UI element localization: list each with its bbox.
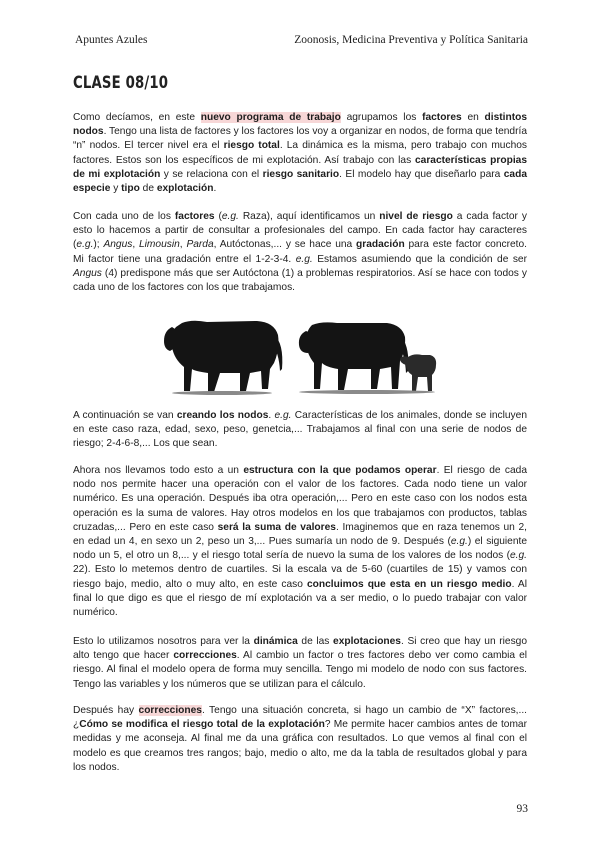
text-run: en bbox=[461, 112, 485, 123]
text-run: dinámica bbox=[253, 636, 298, 647]
text-run: e.g. bbox=[510, 550, 527, 562]
text-run: e.g. bbox=[450, 536, 468, 548]
header-left-text: Apuntes Azules bbox=[75, 34, 148, 46]
text-run: , bbox=[132, 239, 139, 251]
text-run: Angus bbox=[73, 267, 102, 279]
text-run: y se relaciona con el bbox=[160, 168, 263, 180]
angus-bull-drawing bbox=[164, 321, 282, 395]
text-run: Estamos asumiendo que la condición de ser bbox=[312, 253, 527, 265]
text-run: tipo bbox=[121, 183, 140, 195]
text-run: . bbox=[213, 183, 217, 195]
text-run: explotación bbox=[156, 183, 214, 195]
paragraph-3 bbox=[73, 409, 527, 452]
text-run: 22). Esto lo metemos dentro de cuartiles. Si la escala va de 5-60 (cuartiles de 15) y vamos con riesgo bajo, medio, alto o muy alto, en este caso bbox=[73, 564, 527, 590]
text-run: . Al cambio un factor o tres factores debo ver como cambia el riesgo. Al final el modelo opera de forma muy sencilla. Tengo mi modelo de nodo con sus factores. Tengo las variables y los números que se utilizan para el cálculo. bbox=[73, 650, 527, 690]
text-run: . Tengo una lista de factores y los factores los voy a organizar en nodos, de forma que tendría “n” nodos. El tercer nivel era el bbox=[73, 126, 527, 152]
text-run: ) el siguiente nodo un 5, el otro un 8,... y el riesgo total sería de nuevo la suma de los valores de los nodos ( bbox=[73, 536, 527, 562]
text-run: correcciones bbox=[173, 650, 237, 662]
text-run: , bbox=[179, 239, 187, 251]
text-run: Angus bbox=[103, 239, 133, 251]
page-number: 93 bbox=[516, 803, 528, 815]
text-run: correcciones bbox=[138, 705, 202, 716]
text-run: gradación bbox=[356, 239, 405, 251]
text-run: a cada factor y esto lo hacemos a partir de consultar a profesionales del campo. En cada factor hay caracteres ( bbox=[73, 211, 527, 251]
paragraph-1 bbox=[73, 111, 527, 196]
text-run: . Tengo una situación concreta, si hago un cambio de “X” factores,... ¿ bbox=[73, 705, 528, 731]
text-run: de bbox=[139, 183, 157, 195]
text-run: Limousin bbox=[139, 239, 180, 251]
text-run: A continuación se van bbox=[73, 410, 177, 421]
text-run: . La dinámica es la misma, pero trabajo con muchos factores. Estos son los específicos de mi explotación. Así trabajo con las bbox=[73, 140, 527, 166]
page-header bbox=[75, 34, 528, 48]
text-run: . Imaginemos que en raza tenemos un 2, en edad un 4, en sexo un 2, peso un 3,... Pues sumaría un nodo de 9. Después ( bbox=[73, 521, 528, 548]
text-run: Raza), aquí identificamos un bbox=[238, 211, 380, 222]
text-run: . Al final lo que digo es que el riesgo de mí explotación va a ser medio, o lo puedo trabajar con valor numérico. bbox=[73, 578, 527, 619]
text-run: ); bbox=[93, 239, 104, 251]
text-run: . El riesgo de cada nodo nos permite hacer una operación con el valor de los factores. Cada nodo tiene un valor numérico. Es una operación. Después iba otra operación,... Pero en este caso con los nodos esta operación es la suma de valores. Hay otros modelos en los que trabajamos con productos, tablas cruzadas,... Pero en este caso bbox=[73, 465, 528, 533]
page-title: CLASE 08/10 bbox=[73, 73, 169, 93]
text-run: Parda bbox=[186, 239, 214, 251]
text-run: agrupamos los bbox=[340, 112, 423, 123]
text-run: . El modelo hay que diseñarlo para bbox=[339, 168, 504, 180]
text-run: e.g. bbox=[295, 253, 313, 265]
text-run: . Si creo que hay un riesgo alto tengo que hacer bbox=[73, 636, 527, 662]
text-run: creando los nodos bbox=[176, 410, 269, 421]
paragraph-4 bbox=[73, 464, 527, 620]
text-run: características propias de mi explotación bbox=[73, 154, 527, 180]
text-run: cada especie bbox=[73, 168, 527, 195]
header-right-text: Zoonosis, Medicina Preventiva y Política Sanitaria bbox=[294, 34, 528, 46]
text-run: e.g. bbox=[274, 410, 292, 421]
paragraph-6 bbox=[73, 704, 527, 775]
text-run: Cómo se modifica el riesgo total de la explotación bbox=[79, 719, 325, 731]
cattle-illustration bbox=[162, 313, 438, 395]
text-run: . bbox=[268, 410, 275, 421]
text-run: para este factor concreto. Mi factor tiene una gradación entre el 1-2-3-4. bbox=[73, 239, 527, 265]
text-run: estructura con la que podamos operar bbox=[243, 465, 437, 476]
text-run: Con cada uno de los bbox=[73, 211, 175, 222]
text-run: será la suma de valores bbox=[217, 521, 336, 533]
text-run: Como decíamos, en este bbox=[73, 112, 201, 123]
text-run: , Autóctonas,... y se hace una bbox=[213, 239, 357, 251]
text-run: de las bbox=[297, 636, 334, 647]
text-run: factores bbox=[422, 112, 462, 123]
text-run: concluimos que esta en un riesgo medio bbox=[307, 578, 512, 590]
text-run: y bbox=[110, 183, 122, 195]
text-run: nivel de riesgo bbox=[379, 211, 453, 222]
text-run: Características de los animales, donde se incluyen en este caso raza, edad, sexo, peso, genetcia,... Trabajamos al final con una serie de nodos de riesgo; 2-4-6-8,... Los que sean. bbox=[73, 410, 527, 450]
cow-and-calf-drawing bbox=[299, 322, 436, 394]
text-run: Esto lo utilizamos nosotros para ver la bbox=[73, 636, 254, 647]
text-run: (4) predispone más que ser Autóctona (1) a problemas respiratorios. Así se hace con todos y cada uno de los factores con los que trabajamos. bbox=[73, 267, 527, 294]
text-run: riesgo sanitario bbox=[262, 168, 340, 180]
text-run: ? Me permite hacer cambios antes de tomar medidas y me aconseja. Al final me da una gráfica con resultados. Lo que vemos al final con el modelo es que creamos tres rangos; bajo, medio o alto, me da la tabla de resultados global y para los nodos. bbox=[73, 719, 527, 773]
text-run: nuevo programa de trabajo bbox=[200, 112, 341, 123]
text-run: distintos nodos bbox=[73, 112, 527, 138]
text-run: explotaciones bbox=[333, 636, 401, 647]
text-run: Después hay bbox=[73, 705, 139, 716]
text-run: factores bbox=[174, 211, 215, 222]
text-run: riesgo total bbox=[223, 140, 280, 152]
text-run: e.g. bbox=[221, 211, 239, 222]
text-run: Ahora nos llevamos todo esto a un bbox=[73, 465, 244, 476]
paragraph-5 bbox=[73, 635, 527, 692]
text-run: e.g. bbox=[76, 239, 94, 251]
text-run: ( bbox=[214, 211, 222, 222]
paragraph-2 bbox=[73, 210, 527, 295]
